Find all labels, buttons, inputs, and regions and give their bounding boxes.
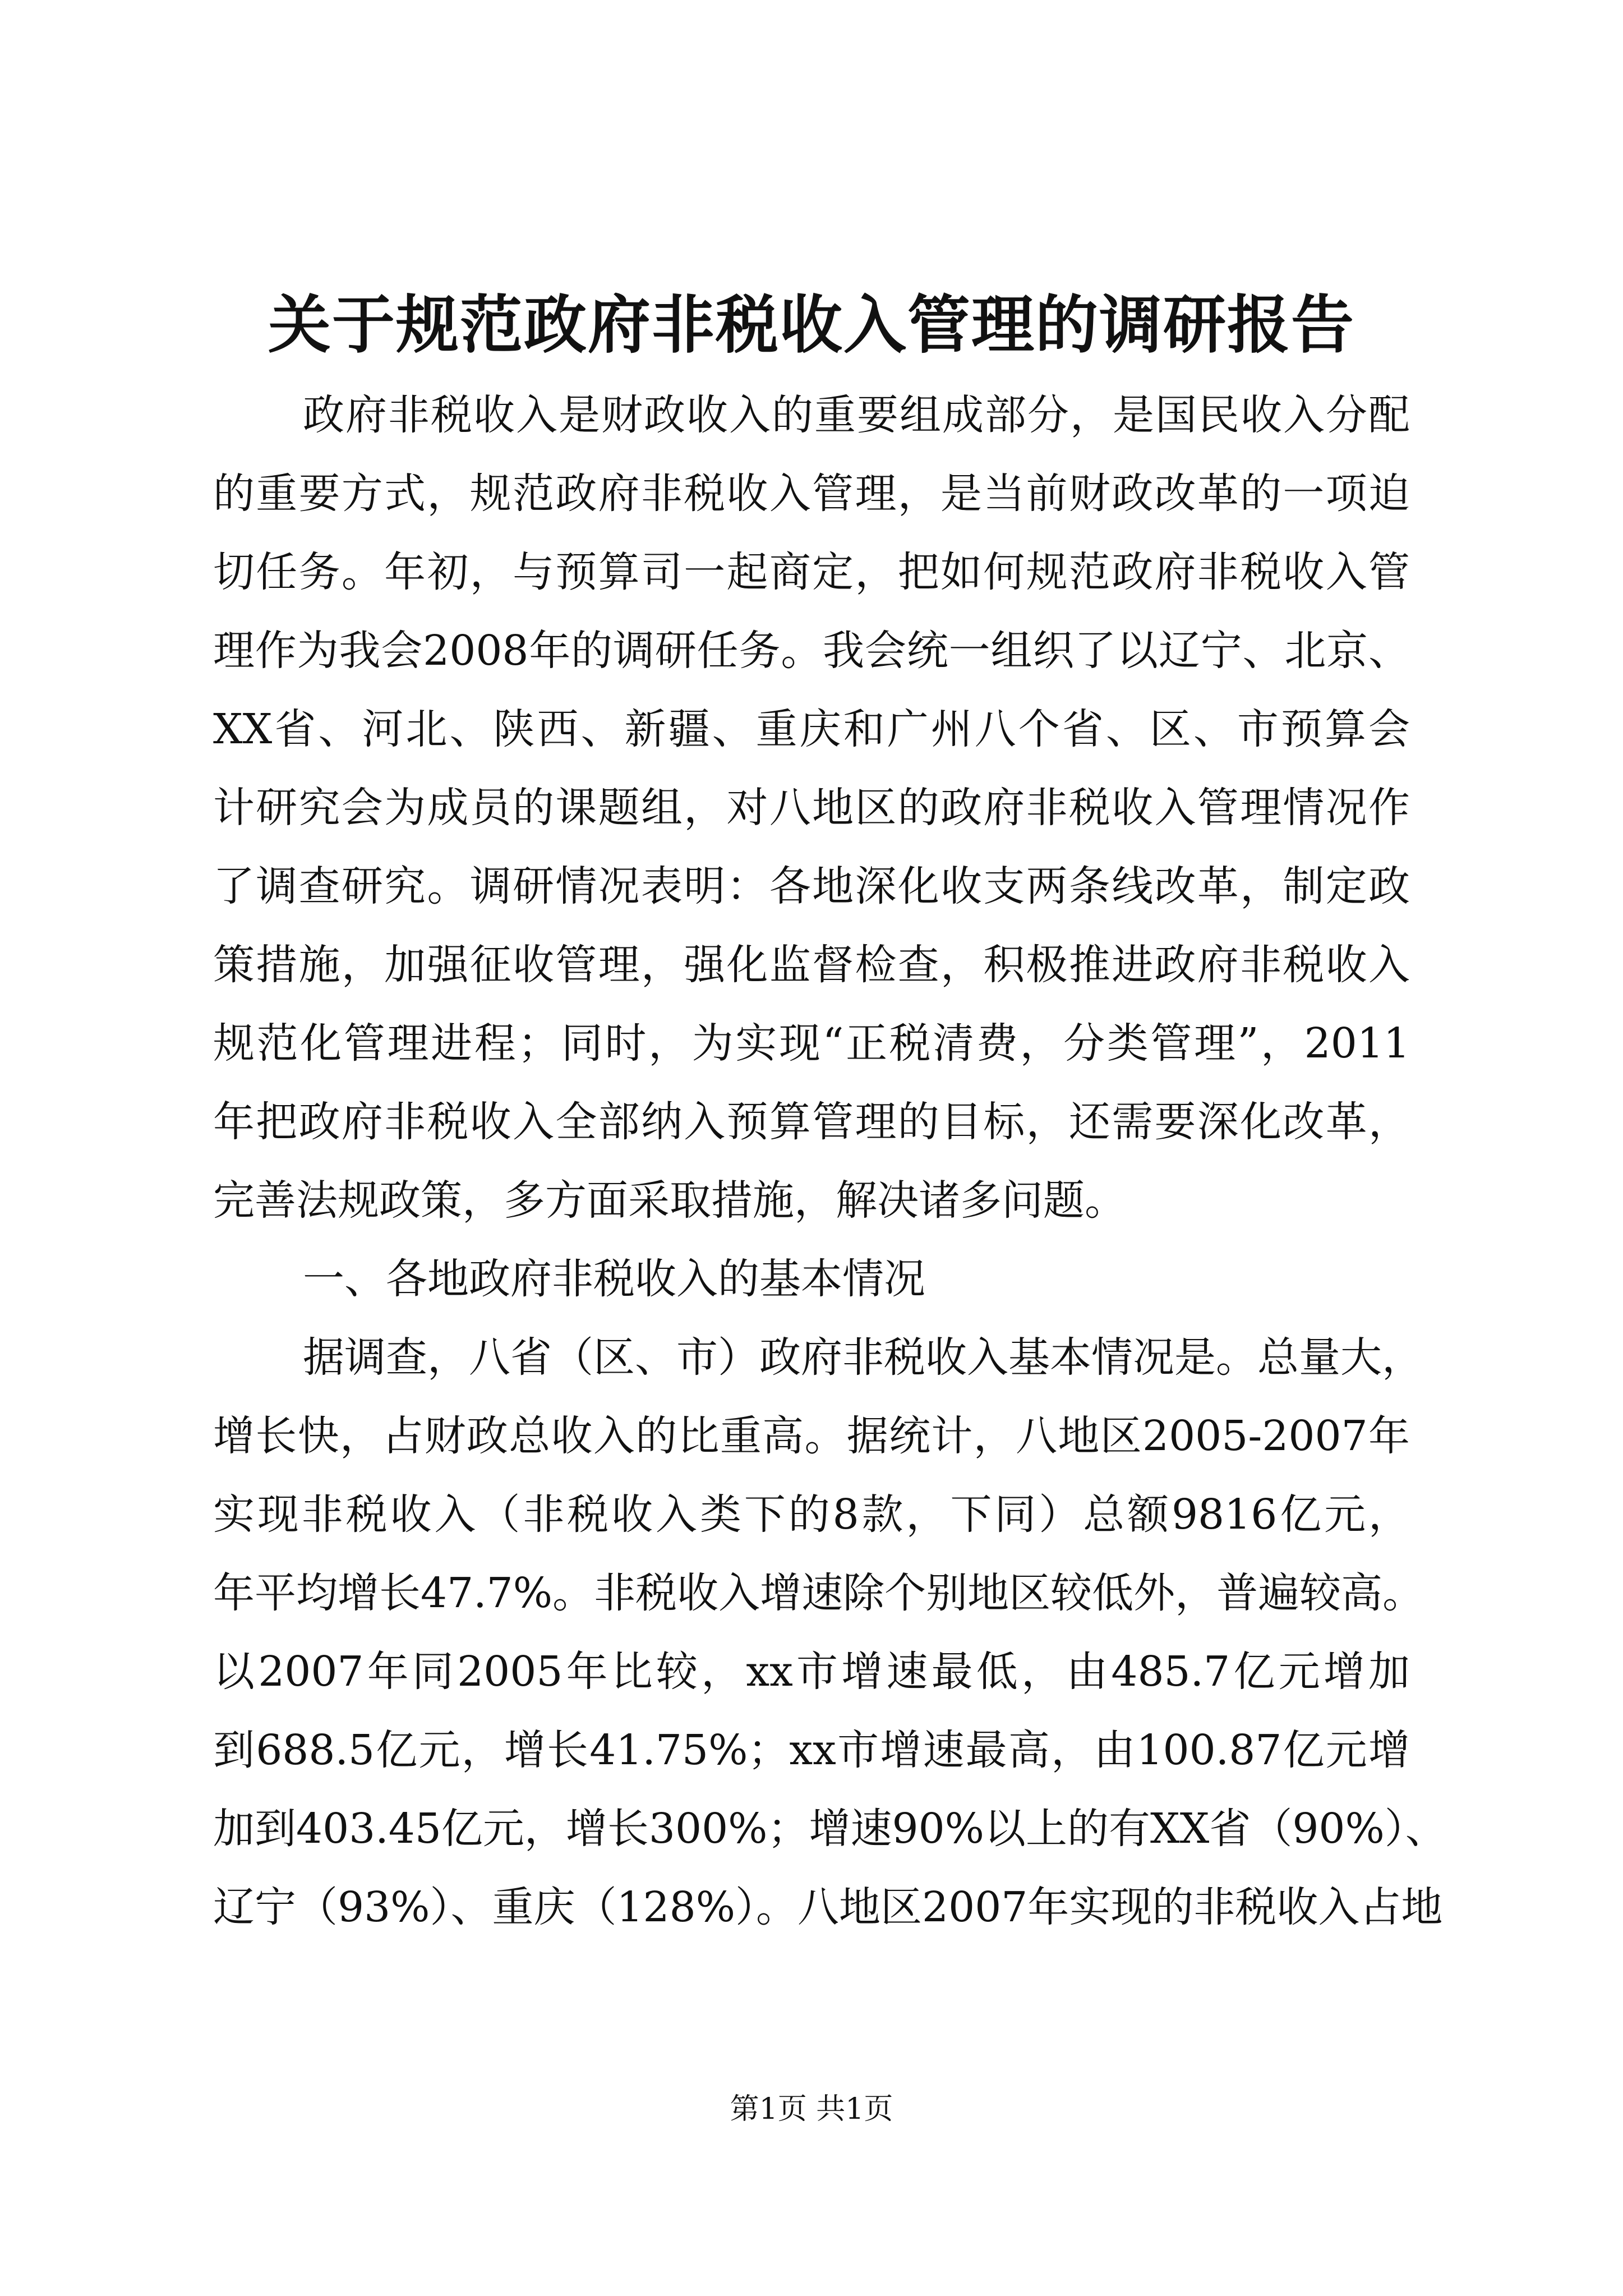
paragraph-line: 据调查，八省（区、市）政府非税收入基本情况是。总量大，: [303, 1333, 1423, 1382]
paragraph-line: 理作为我会2008年的调研任务。我会统一组织了以辽宁、北京、: [213, 627, 1410, 675]
paragraph-line: 切任务。年初，与预算司一起商定，把如何规范政府非税收入管: [213, 548, 1410, 596]
paragraph-line: XX省、河北、陕西、新疆、重庆和广州八个省、区、市预算会: [213, 705, 1410, 753]
paragraph-line: 以2007年同2005年比较，xx市增速最低，由485.7亿元增加: [213, 1648, 1410, 1696]
paragraph-line: 年平均增长47.7%。非税收入增速除个别地区较低外，普遍较高。: [213, 1569, 1424, 1617]
paragraph-line: 实现非税收入（非税收入类下的8款，下同）总额9816亿元，: [213, 1490, 1410, 1539]
paragraph-line: 的重要方式，规范政府非税收入管理，是当前财政改革的一项迫: [213, 470, 1410, 518]
paragraph-line: 策措施，加强征收管理，强化监督检查，积极推进政府非税收入: [213, 941, 1410, 989]
paragraph-line: 辽宁（93%）、重庆（128%）。八地区2007年实现的非税收入占地: [213, 1883, 1443, 1931]
paragraph-line: 政府非税收入是财政收入的重要组成部分，是国民收入分配: [303, 391, 1410, 439]
paragraph-line: 加到403.45亿元，增长300%；增速90%以上的有XX省（90%）、: [213, 1805, 1447, 1853]
paragraph-line: 完善法规政策，多方面采取措施，解决诸多问题。: [213, 1176, 1126, 1225]
paragraph-line: 到688.5亿元，增长41.75%；xx市增速最高，由100.87亿元增: [213, 1726, 1410, 1774]
paragraph-line: 计研究会为成员的课题组，对八地区的政府非税收入管理情况作: [213, 784, 1410, 832]
paragraph-line: 了调查研究。调研情况表明：各地深化收支两条线改革，制定政: [213, 862, 1410, 910]
document-title: 关于规范政府非税收入管理的调研报告: [268, 288, 1355, 362]
paragraph-line: 增长快，占财政总收入的比重高。据统计，八地区2005-2007年: [213, 1412, 1410, 1460]
page-footer: 第1页 共1页: [730, 2092, 893, 2126]
paragraph-line: 规范化管理进程；同时，为实现“正税清费，分类管理”，2011: [213, 1019, 1410, 1068]
section-heading: 一、各地政府非税收入的基本情况: [303, 1255, 925, 1303]
paragraph-line: 年把政府非税收入全部纳入预算管理的目标，还需要深化改革，: [213, 1098, 1410, 1146]
